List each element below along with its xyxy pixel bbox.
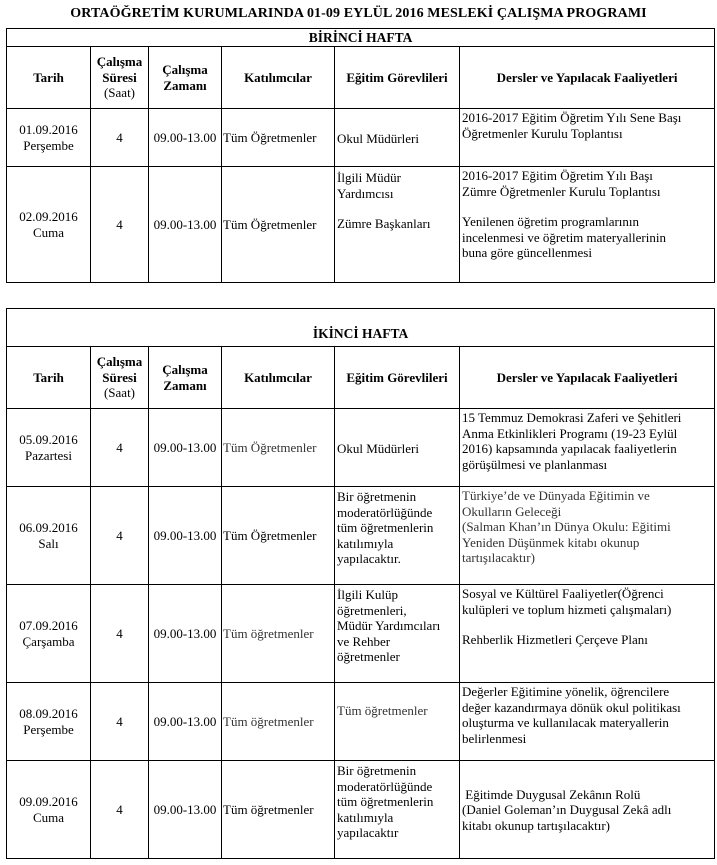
header-participants: Katılımcılar [222, 47, 335, 109]
hours-cell: 4 [91, 109, 149, 167]
time-cell: 09.00-13.00 [149, 683, 222, 761]
activities-cell: 2016-2017 Eğitim Öğretim Yılı Sene Başı Öğretmenler Kurulu Toplantısı [460, 109, 715, 167]
date-cell: 07.09.2016 Çarşamba [7, 585, 91, 683]
header-activities: Dersler ve Yapılacak Faaliyetleri [460, 47, 715, 109]
table-row [7, 585, 715, 683]
header-date: Tarih [7, 47, 91, 109]
participants-cell: Tüm Öğretmenler [222, 487, 335, 585]
table-row [7, 109, 715, 167]
week-heading: BİRİNCİ HAFTA [7, 29, 715, 47]
header-date: Tarih [7, 347, 91, 409]
activities-cell: Değerler Eğitimine yönelik, öğrencilere değer kazandırmaya dönük okul politikası oluşturma ve kullanılacak materyallerin belirlenmesi [460, 683, 715, 761]
hours-cell: 4 [91, 585, 149, 683]
activities-cell: Eğitimde Duygusal Zekânın Rolü (Daniel Goleman’ın Duygusal Zekâ adlı kitabı okunup tartışılacaktır) [460, 761, 715, 859]
header-duration: Çalışma Süresi (Saat) [91, 347, 149, 409]
week-heading: İKİNCİ HAFTA [7, 309, 715, 347]
activities-cell: 2016-2017 Eğitim Öğretim Yılı Başı Zümre Öğretmenler Kurulu Toplantısı Yenilenen öğretim programlarının incelenmesi ve öğretim materyallerinin buna göre güncellenmesi [460, 167, 715, 283]
time-cell: 09.00-13.00 [149, 167, 222, 283]
header-duration: Çalışma Süresi (Saat) [91, 47, 149, 109]
staff-cell: Bir öğretmenin moderatörlüğünde tüm öğretmenlerin katılımıyla yapılacaktır. [335, 487, 460, 585]
time-cell: 09.00-13.00 [149, 585, 222, 683]
activities-cell: 15 Temmuz Demokrasi Zaferi ve Şehitleri Anma Etkinlikleri Programı (19-23 Eylül 2016) kapsamında yapılacak faaliyetlerin görüşülmesi ve planlanması [460, 409, 715, 487]
time-cell: 09.00-13.00 [149, 761, 222, 859]
hours-cell: 4 [91, 487, 149, 585]
date-cell: 08.09.2016 Perşembe [7, 683, 91, 761]
date-cell: 06.09.2016 Salı [7, 487, 91, 585]
header-row [7, 47, 715, 109]
week1-table [6, 28, 715, 283]
table-row [7, 167, 715, 283]
participants-cell: Tüm Öğretmenler [222, 109, 335, 167]
page-title: ORTAÖĞRETİM KURUMLARINDA 01-09 EYLÜL 2016 MESLEKİ ÇALIŞMA PROGRAMI [70, 6, 647, 21]
header-activities: Dersler ve Yapılacak Faaliyetleri [460, 347, 715, 409]
header-staff: Eğitim Görevlileri [335, 47, 460, 109]
table-row [7, 761, 715, 859]
activities-cell: Sosyal ve Kültürel Faaliyetler(Öğrenci kulüpleri ve toplum hizmeti çalışmaları) Rehberlik Hizmetleri Çerçeve Planı [460, 585, 715, 683]
participants-cell: Tüm öğretmenler [222, 761, 335, 859]
hours-cell: 4 [91, 683, 149, 761]
staff-cell: Okul Müdürleri [335, 409, 460, 487]
staff-cell: Bir öğretmenin moderatörlüğünde tüm öğretmenlerin katılımıyla yapılacaktır [335, 761, 460, 859]
time-cell: 09.00-13.00 [149, 487, 222, 585]
date-cell: 02.09.2016 Cuma [7, 167, 91, 283]
date-cell: 05.09.2016 Pazartesi [7, 409, 91, 487]
staff-cell: Tüm öğretmenler [335, 683, 460, 761]
activities-cell: Türkiye’de ve Dünyada Eğitimin ve Okulların Geleceği (Salman Khan’ın Dünya Okulu: Eğitimi Yeniden Düşünmek kitabı okunup tartışılacaktır) [460, 487, 715, 585]
participants-cell: Tüm Öğretmenler [222, 409, 335, 487]
header-participants: Katılımcılar [222, 347, 335, 409]
staff-cell: İlgili Müdür Yardımcısı Zümre Başkanları [335, 167, 460, 283]
time-cell: 09.00-13.00 [149, 109, 222, 167]
header-row [7, 347, 715, 409]
staff-cell: İlgili Kulüp öğretmenleri, Müdür Yardımcıları ve Rehber öğretmenler [335, 585, 460, 683]
participants-cell: Tüm öğretmenler [222, 585, 335, 683]
hours-cell: 4 [91, 761, 149, 859]
header-time: Çalışma Zamanı [149, 47, 222, 109]
staff-cell: Okul Müdürleri [335, 109, 460, 167]
week2-table [6, 308, 715, 859]
header-time: Çalışma Zamanı [149, 347, 222, 409]
date-cell: 01.09.2016 Perşembe [7, 109, 91, 167]
participants-cell: Tüm Öğretmenler [222, 167, 335, 283]
participants-cell: Tüm öğretmenler [222, 683, 335, 761]
hours-cell: 4 [91, 167, 149, 283]
hours-cell: 4 [91, 409, 149, 487]
table-row [7, 487, 715, 585]
header-staff: Eğitim Görevlileri [335, 347, 460, 409]
table-row [7, 683, 715, 761]
time-cell: 09.00-13.00 [149, 409, 222, 487]
table-row [7, 409, 715, 487]
date-cell: 09.09.2016 Cuma [7, 761, 91, 859]
